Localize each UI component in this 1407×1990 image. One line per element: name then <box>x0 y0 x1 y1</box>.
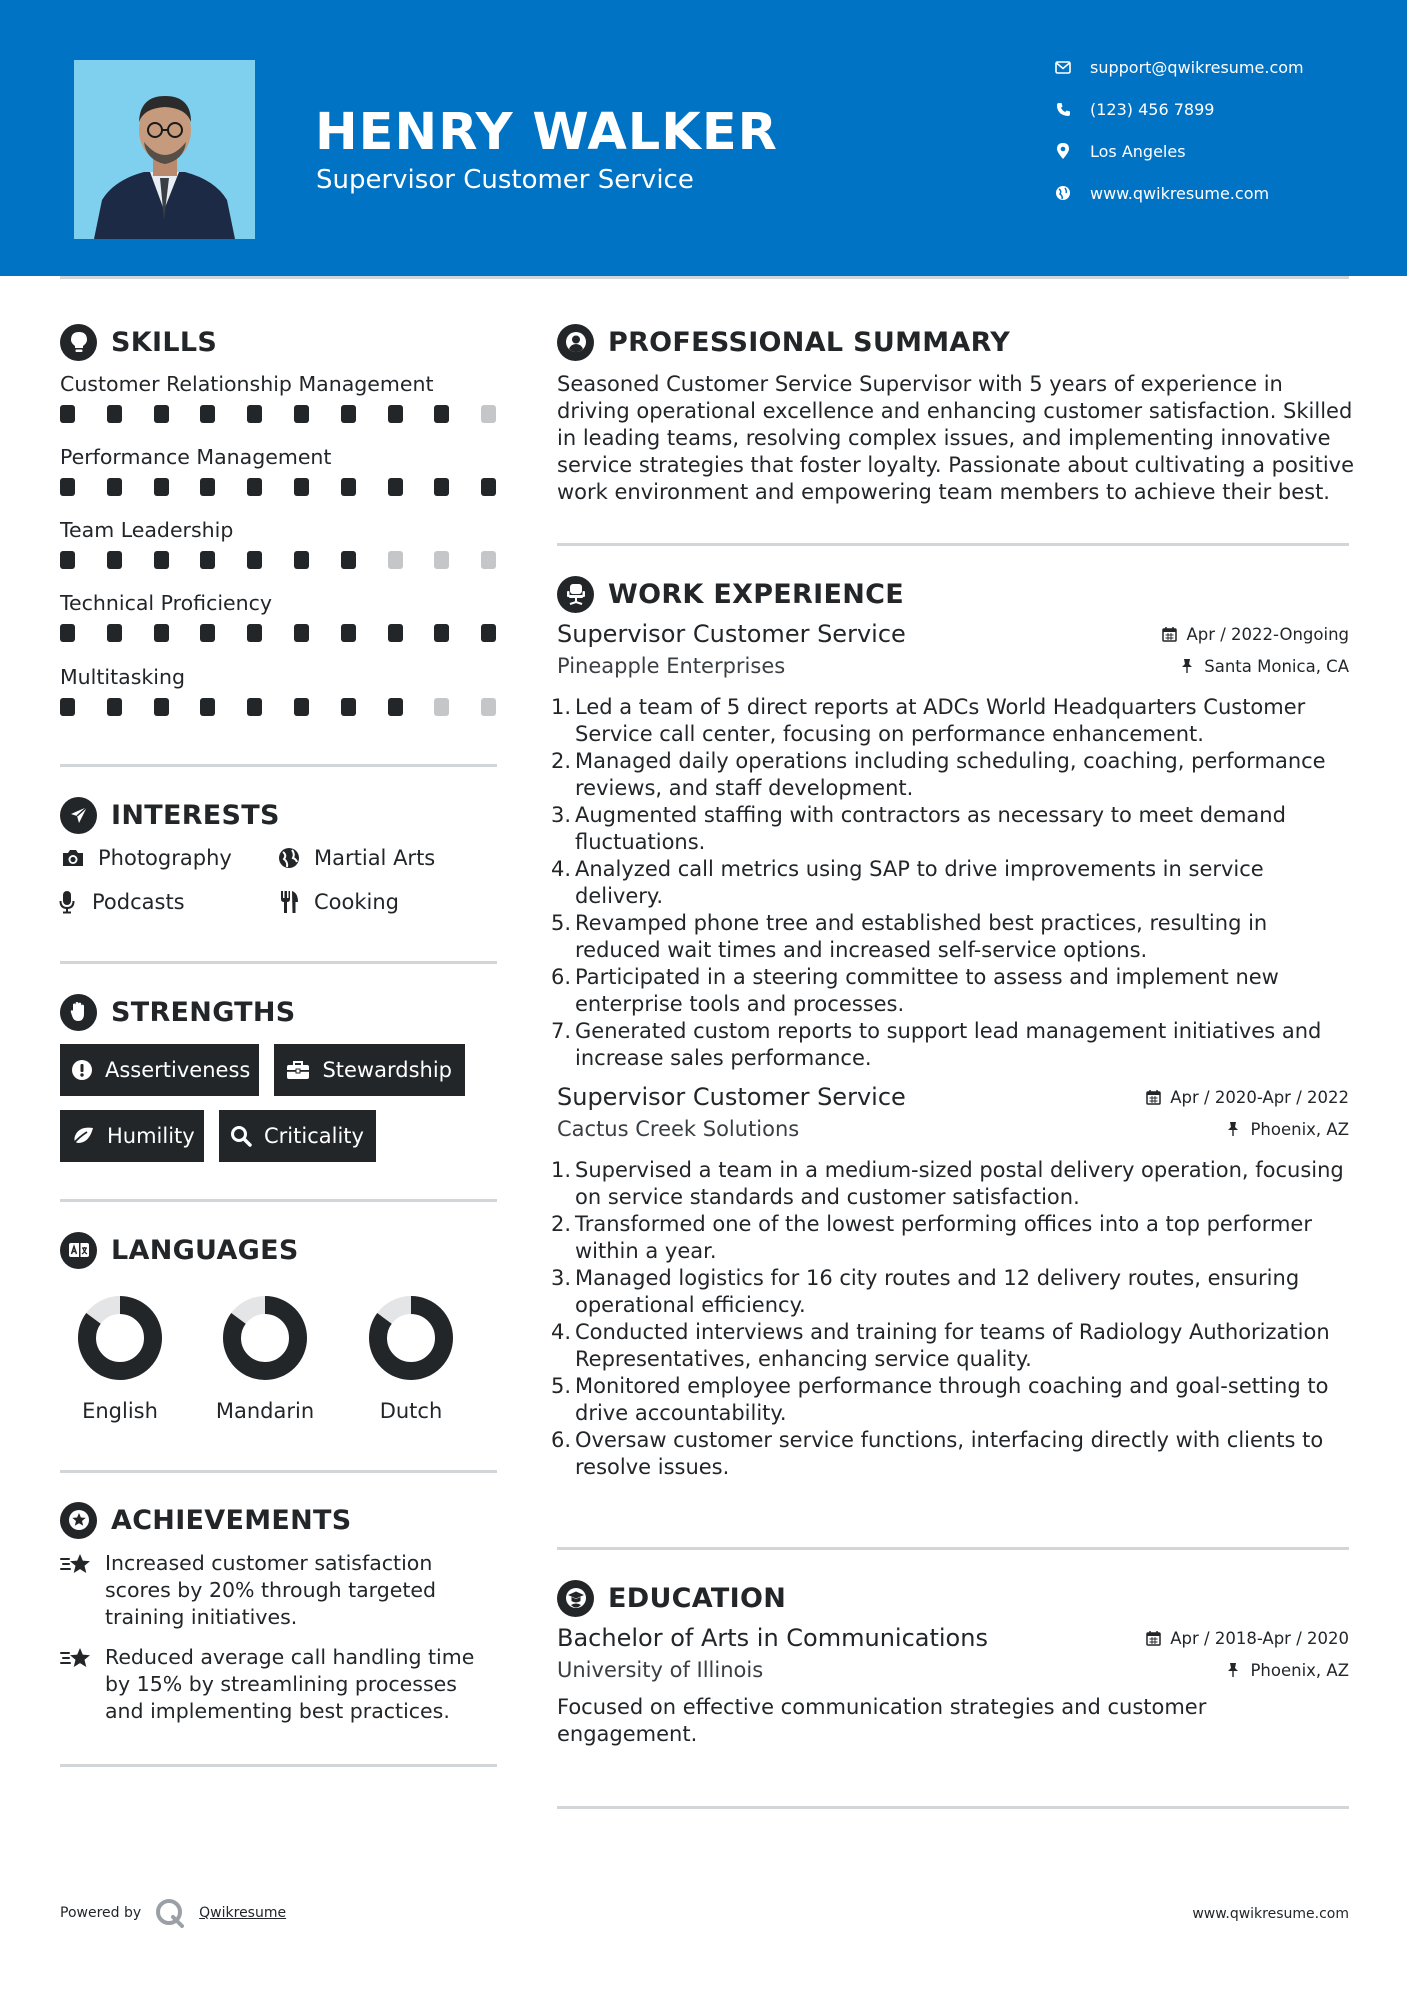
language-item: Mandarin <box>195 1293 335 1423</box>
list-item: 1. Supervised a team in a medium-sized postal delivery operation, focusing on service standards and customer satisfaction. <box>551 1158 1344 1209</box>
lightbulb-icon <box>60 324 97 361</box>
search-icon <box>230 1123 252 1149</box>
school-name: University of Illinois <box>557 1658 764 1682</box>
section-divider <box>60 1470 497 1473</box>
rating-dot-filled <box>481 478 496 496</box>
job-entry <box>551 620 1349 1072</box>
list-item: 3. Augmented staffing with contractors as necessary to meet demand fluctuations. <box>551 803 1286 854</box>
rating-dot-filled <box>200 624 215 642</box>
pushpin-icon <box>1224 1120 1242 1138</box>
strength-tag: Humility <box>60 1110 204 1162</box>
rating-dot-filled <box>200 405 215 423</box>
rating-dot-filled <box>294 698 309 716</box>
list-item: 3. Managed logistics for 16 city routes and 12 delivery routes, ensuring operational efficiency. <box>551 1266 1300 1317</box>
list-item: 1. Led a team of 5 direct reports at ADCs World Headquarters Customer Service call center, focusing on performance enhancement. <box>551 695 1306 746</box>
job-bullets <box>551 694 1349 1072</box>
skill-item: Multitasking <box>60 664 500 718</box>
languages-heading: LANGUAGES <box>60 1231 299 1269</box>
section-divider <box>60 1764 497 1767</box>
rating-dot-filled <box>154 698 169 716</box>
calendar-icon <box>1144 1088 1162 1106</box>
interest-item: Cooking <box>276 888 399 916</box>
section-divider <box>557 1547 1349 1550</box>
rating-dot-empty <box>481 405 496 423</box>
star-icon <box>60 1644 94 1725</box>
rating-dot-filled <box>388 698 403 716</box>
briefcase-icon <box>285 1057 310 1083</box>
rating-dot-empty <box>434 698 449 716</box>
rating-dot-filled <box>247 478 262 496</box>
rating-dot-filled <box>247 405 262 423</box>
summary-heading: PROFESSIONAL SUMMARY <box>557 323 1010 361</box>
job-title: Supervisor Customer Service <box>557 620 906 648</box>
skill-rating <box>60 698 500 718</box>
rating-dot-filled <box>200 478 215 496</box>
language-item: English <box>50 1293 190 1423</box>
skill-item: Customer Relationship Management <box>60 371 500 425</box>
contact-phone[interactable]: (123) 456 7899 <box>1053 98 1304 120</box>
list-item: 5. Monitored employee performance through coaching and goal-setting to drive accountability. <box>551 1374 1329 1425</box>
rating-dot-filled <box>154 551 169 569</box>
achievements-heading: ACHIEVEMENTS <box>60 1501 352 1539</box>
section-divider <box>60 961 497 964</box>
degree-title: Bachelor of Arts in Communications <box>557 1624 988 1652</box>
job-company: Cactus Creek Solutions <box>557 1117 800 1141</box>
job-location: Santa Monica, CA <box>1178 657 1349 676</box>
language-item: Dutch <box>341 1293 481 1423</box>
candidate-role: Supervisor Customer Service <box>316 165 694 195</box>
job-bullets <box>551 1157 1349 1481</box>
skill-item: Team Leadership <box>60 517 500 571</box>
job-date: Apr / 2022-Ongoing <box>1160 625 1349 644</box>
rating-dot-filled <box>154 405 169 423</box>
contact-email[interactable]: support@qwikresume.com <box>1053 56 1304 78</box>
envelope-icon <box>1053 57 1073 77</box>
rating-dot-filled <box>247 698 262 716</box>
rating-dot-filled <box>341 478 356 496</box>
phone-icon <box>1053 99 1073 119</box>
contact-location: Los Angeles <box>1053 140 1304 162</box>
summary-text: Seasoned Customer Service Supervisor with 5 years of experience in driving operational excellence and enhancing customer satisfaction. Skilled in leading teams, resolving complex issues, and implementing innovative service strategies that foster loyalty. Passionate about cultivating a positive work environment and empowering team members to achieve their best. <box>557 372 1355 504</box>
language-level-ring <box>75 1293 165 1383</box>
strengths-heading: STRENGTHS <box>60 993 296 1031</box>
pushpin-icon <box>1178 657 1196 675</box>
job-entry <box>551 1083 1349 1481</box>
calendar-icon <box>1160 625 1178 643</box>
pushpin-icon <box>1224 1661 1242 1679</box>
interest-item: Podcasts <box>54 888 185 916</box>
rating-dot-empty <box>434 551 449 569</box>
star-icon <box>60 1550 94 1631</box>
rating-dot-filled <box>247 624 262 642</box>
rating-dot-filled <box>388 405 403 423</box>
footer-branding <box>60 1898 286 1928</box>
list-item: 4. Analyzed call metrics using SAP to drive improvements in service delivery. <box>551 857 1264 908</box>
rating-dot-filled <box>107 405 122 423</box>
skills-heading: SKILLS <box>60 323 217 361</box>
rating-dot-filled <box>294 478 309 496</box>
rating-dot-filled <box>294 405 309 423</box>
strength-tag: Stewardship <box>274 1044 465 1096</box>
interest-item: Martial Arts <box>276 844 435 872</box>
rating-dot-filled <box>60 624 75 642</box>
globe-icon <box>276 845 302 871</box>
skill-item: Performance Management <box>60 444 500 498</box>
globe-icon <box>1053 183 1073 203</box>
job-date: Apr / 2020-Apr / 2022 <box>1144 1088 1349 1107</box>
candidate-name: HENRY WALKER <box>315 103 778 162</box>
interest-item: Photography <box>60 844 232 872</box>
skill-item: Technical Proficiency <box>60 590 500 644</box>
rating-dot-filled <box>200 551 215 569</box>
utensils-icon <box>276 889 302 915</box>
chair-icon <box>557 576 594 613</box>
rating-dot-filled <box>341 624 356 642</box>
graduate-icon <box>557 1580 594 1617</box>
skill-rating <box>60 405 500 425</box>
rating-dot-filled <box>107 551 122 569</box>
rating-dot-filled <box>388 478 403 496</box>
map-pin-icon <box>1053 141 1073 161</box>
resume-header <box>0 0 1407 276</box>
rating-dot-filled <box>247 551 262 569</box>
education-description: Focused on effective communication strategies and customer engagement. <box>557 1695 1207 1746</box>
rating-dot-filled <box>294 624 309 642</box>
list-item: 6. Oversaw customer service functions, interfacing directly with clients to resolve issues. <box>551 1428 1324 1479</box>
list-item: 6. Participated in a steering committee to assess and implement new enterprise tools and processes. <box>551 965 1279 1016</box>
user-icon <box>557 324 594 361</box>
rating-dot-filled <box>60 405 75 423</box>
leaf-icon <box>71 1123 95 1149</box>
rating-dot-filled <box>481 624 496 642</box>
rating-dot-filled <box>60 698 75 716</box>
skill-rating <box>60 551 500 571</box>
education-entry <box>557 1624 1349 1748</box>
section-divider <box>60 764 497 767</box>
rating-dot-filled <box>434 405 449 423</box>
section-divider <box>60 1199 497 1202</box>
rating-dot-filled <box>341 551 356 569</box>
rating-dot-filled <box>294 551 309 569</box>
job-title: Supervisor Customer Service <box>557 1083 906 1111</box>
hand-icon <box>60 994 97 1031</box>
rating-dot-filled <box>434 624 449 642</box>
interests-heading: INTERESTS <box>60 796 280 834</box>
language-level-ring <box>366 1293 456 1383</box>
section-divider <box>557 543 1349 546</box>
header-divider <box>60 276 1349 279</box>
microphone-icon <box>54 889 80 915</box>
exclamation-icon <box>71 1057 93 1083</box>
skill-rating <box>60 478 500 498</box>
rating-dot-filled <box>60 478 75 496</box>
contact-website[interactable]: www.qwikresume.com <box>1053 182 1304 204</box>
list-item: 7. Generated custom reports to support lead management initiatives and increase sales performance. <box>551 1019 1322 1070</box>
list-item: 5. Revamped phone tree and established best practices, resulting in reduced wait times and increased self-service options. <box>551 911 1268 962</box>
qwikresume-link[interactable]: Qwikresume <box>199 1905 287 1921</box>
list-item: 4. Conducted interviews and training for teams of Radiology Authorization Representatives, enhancing service quality. <box>551 1320 1330 1371</box>
skill-rating <box>60 624 500 644</box>
footer-url[interactable]: www.qwikresume.com <box>1192 1906 1349 1922</box>
calendar-icon <box>1144 1629 1162 1647</box>
contact-list <box>1053 56 1304 224</box>
education-date: Apr / 2018-Apr / 2020 <box>1144 1629 1349 1648</box>
achievement-item: Increased customer satisfaction scores by 20% through targeted training initiatives. <box>60 1550 500 1631</box>
powered-by-label: Powered by <box>60 1905 142 1921</box>
rating-dot-filled <box>107 478 122 496</box>
rating-dot-filled <box>107 624 122 642</box>
rating-dot-empty <box>481 551 496 569</box>
experience-heading: WORK EXPERIENCE <box>557 575 904 613</box>
rating-dot-empty <box>388 551 403 569</box>
list-item: 2. Managed daily operations including scheduling, coaching, performance reviews, and staff development. <box>551 749 1326 800</box>
rating-dot-filled <box>154 624 169 642</box>
language-icon <box>60 1232 97 1269</box>
rating-dot-filled <box>341 698 356 716</box>
section-divider <box>557 1806 1349 1809</box>
job-company: Pineapple Enterprises <box>557 654 786 678</box>
profile-photo <box>74 60 255 239</box>
achievement-item: Reduced average call handling time by 15% by streamlining processes and implementing best practices. <box>60 1644 500 1725</box>
qwikresume-logo-icon <box>155 1898 185 1928</box>
list-item: 2. Transformed one of the lowest performing offices into a top performer within a year. <box>551 1212 1312 1263</box>
rating-dot-empty <box>481 698 496 716</box>
strength-tag: Criticality <box>219 1110 376 1162</box>
rating-dot-filled <box>200 698 215 716</box>
camera-icon <box>60 845 86 871</box>
education-location: Phoenix, AZ <box>1224 1661 1349 1680</box>
education-heading: EDUCATION <box>557 1579 786 1617</box>
strength-tag: Assertiveness <box>60 1044 259 1096</box>
rating-dot-filled <box>107 698 122 716</box>
star-badge-icon <box>60 1502 97 1539</box>
rating-dot-filled <box>434 478 449 496</box>
rating-dot-filled <box>154 478 169 496</box>
rating-dot-filled <box>60 551 75 569</box>
rating-dot-filled <box>341 405 356 423</box>
paper-plane-icon <box>60 797 97 834</box>
rating-dot-filled <box>388 624 403 642</box>
language-level-ring <box>220 1293 310 1383</box>
job-location: Phoenix, AZ <box>1224 1120 1349 1139</box>
